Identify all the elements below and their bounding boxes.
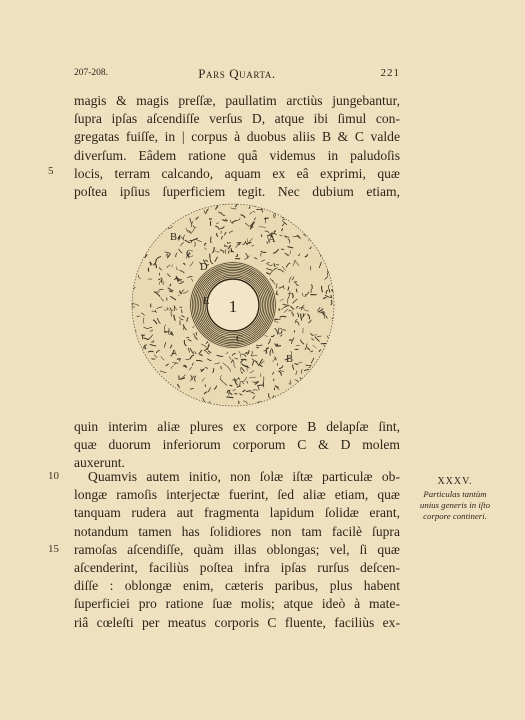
figure-label-a: A — [268, 234, 276, 245]
particle-stroke — [238, 401, 239, 404]
figure-label-c-bottom: C — [236, 334, 244, 345]
text-line: poſtea ipſius ſuperficiem tegit. Nec dubium etiam, — [74, 183, 400, 199]
text-line: diverſum. Eâdem ratione quâ videmus in paludoſis — [74, 147, 400, 163]
concentric-layers-diagram — [130, 202, 336, 408]
figure-label-e: E — [203, 296, 210, 307]
text-line: tanquam rudera aut fragmenta lapidum ſolidæ erant, — [74, 505, 400, 521]
particle-stroke — [150, 327, 152, 328]
text-line: auxerunt. — [74, 455, 125, 471]
text-line: notandum tamen has ſolidiores non tam facilè ſupra — [74, 523, 400, 539]
paragraph-bottom — [74, 468, 400, 632]
text-line: diſſe : oblongæ enim, cæteris paribus, plus habent — [74, 578, 400, 594]
text-line: quin interim aliæ plures ex corpore B delapſæ ſint, — [74, 419, 400, 434]
particle-stroke — [289, 384, 291, 385]
text-line: quæ duorum inferiorum corporum C & D molem — [74, 437, 400, 453]
figure-label-d: D — [200, 262, 208, 273]
article-range: 207-208. — [74, 68, 109, 78]
marginal-note — [405, 476, 505, 522]
text-line: magis & magis preſſæ, paullatim arctiùs jungebantur, — [74, 93, 400, 108]
particle-stroke — [279, 395, 280, 402]
particle-stroke — [294, 330, 295, 332]
running-header — [74, 66, 400, 82]
text-line: ſupra ipſas aſcendiſſe verſus D, atque ibi ſimul con- — [74, 111, 400, 127]
particle-stroke — [211, 237, 212, 243]
text-line: aſcenderint, faciliùs poſtea infra ipſas rurſus deſcen- — [74, 559, 400, 575]
sidenote-line: unius generis in iſto — [419, 500, 491, 510]
sidenote-number: XXXV. — [437, 476, 473, 487]
text-line: longæ ramoſis interjectæ fuerint, ſed aliæ etiam, quæ — [74, 487, 400, 503]
sidenote-line: Particulas tantùm — [423, 489, 487, 499]
page-number: 221 — [380, 67, 400, 79]
line-number: 5 — [48, 165, 54, 177]
page-title: Pars Quarta. — [198, 66, 276, 81]
text-line: ramoſas aſcendiſſe, quàm illas oblongas; vel, ſi quæ — [74, 541, 400, 557]
line-number: 15 — [48, 543, 59, 555]
figure-label-b-right: B — [286, 354, 294, 365]
woodcut-figure — [130, 202, 336, 408]
text-line: gregatas fuiſſe, in | corpus à duobus aliis B & C valde — [74, 129, 400, 145]
text-line: riâ cœleſti per meatus corporis C fluente, faciliùs ex- — [74, 614, 400, 630]
text-line: locis, terram calcando, aquam ex eâ exprimi, quæ — [74, 165, 400, 181]
paragraph-mid — [74, 418, 400, 473]
figure-label-c-top: C — [186, 249, 194, 260]
sidenote-line: corpore contineri. — [423, 511, 487, 521]
text-line: ſuperficiei pro ratione ſuæ molis; atque ideò à mate- — [74, 596, 400, 612]
particle-stroke — [131, 331, 137, 334]
figure-label-center: 1 — [228, 297, 238, 316]
text-line: Quamvis autem initio, non ſolæ iſtæ particulæ ob- — [88, 469, 400, 484]
figure-label-b-top: B — [170, 232, 178, 243]
line-number: 10 — [48, 470, 59, 482]
paragraph-top — [74, 92, 400, 201]
